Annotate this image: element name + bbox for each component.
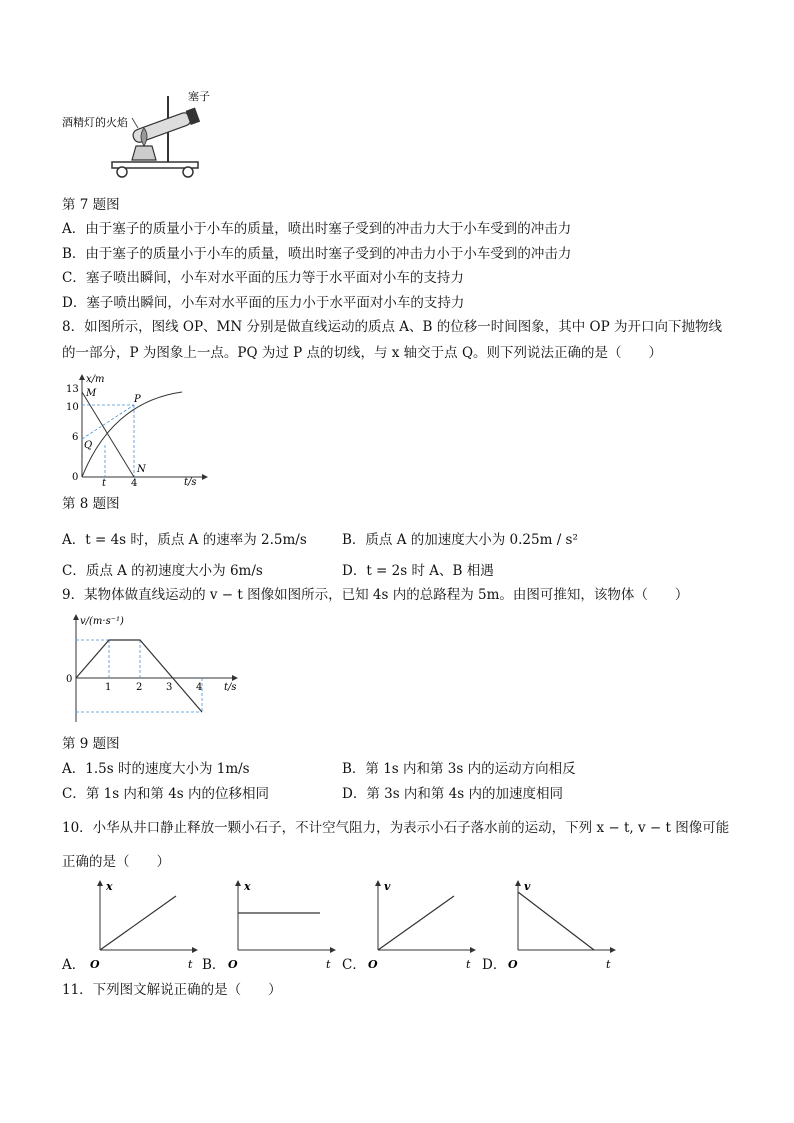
q10-stem-line2: 正确的是（ ） [62,854,170,870]
q10-graph-a [88,878,200,970]
q10c-x-label: t [466,958,471,970]
q10-graph-c [366,878,478,970]
q8-label-q: Q [84,440,93,451]
q9-option-b: B．第 1s 内和第 3s 内的运动方向相反 [342,761,576,777]
q9-options-row1 [62,759,576,779]
q8-ytick-6: 6 [72,432,79,443]
q10b-y-label: x [244,880,251,893]
q8-caption: 第 8 题图 [62,496,120,512]
q8-ytick-10: 10 [66,402,79,413]
q10d-x-label: t [606,958,611,970]
q9-option-d: D．第 3s 内和第 4s 内的加速度相同 [342,786,564,802]
q7-caption: 第 7 题图 [62,197,120,213]
q9-caption: 第 9 题图 [62,736,120,752]
q8-y-label: x/m [86,374,105,385]
q10-graph-b [226,878,338,970]
q8-option-b: B．质点 A 的加速度大小为 0.25m / s² [342,532,578,548]
q8-xtick-4: 4 [131,478,138,487]
q9-options-row2 [62,784,564,804]
q9-xtick-3: 3 [166,682,173,693]
q8-x-label: t/s [184,477,197,487]
q10-letter-b: B． [202,957,226,973]
q9-option-c: C．第 1s 内和第 4s 内的位移相同 [62,786,270,802]
q7-option-a: A．由于塞子的质量小于小车的质量，喷出时塞子受到的冲击力大于小车受到的冲击力 [62,221,572,237]
q10a-y-label: x [106,880,113,893]
q8-label-n: N [137,464,146,475]
q9-option-a: A．1.5s 时的速度大小为 1m/s [62,761,250,777]
q7-option-d: D．塞子喷出瞬间，小车对水平面的压力小于水平面对小车的支持力 [62,295,465,311]
q9-xtick-1: 1 [105,682,112,693]
q10a-origin: O [90,958,100,970]
q7-option-b: B．由于塞子的质量小于小车的质量，喷出时塞子受到的冲击力小于小车受到的冲击力 [62,246,572,262]
q10-graph-d [506,878,618,970]
q10-letter-c: C． [342,957,366,973]
q9-graph [62,612,242,727]
q10-letter-a: A． [62,957,86,973]
q8-ytick-13: 13 [66,384,79,395]
q9-x-label: t/s [224,682,237,693]
q7-option-c: C．塞子喷出瞬间，小车对水平面的压力等于水平面对小车的支持力 [62,270,464,286]
q11-stem: 11．下列图文解说正确的是（ ） [62,982,282,998]
q9-xtick-2: 2 [136,682,143,693]
q10-stem-line1: 10．小华从井口静止释放一颗小石子，不计空气阻力，为表示小石子落水前的运动，下列 x − t, v − t 图像可能 [62,820,730,836]
stopper-label: 塞子 [188,90,210,103]
q10-letter-d: D． [482,957,507,973]
q8-option-a: A．t = 4s 时，质点 A 的速率为 2.5m/s [62,532,307,548]
q10d-y-label: v [524,880,531,893]
q10c-y-label: v [384,880,391,893]
q10a-x-label: t [188,958,193,970]
q8-option-c: C．质点 A 的初速度大小为 6m/s [62,563,263,579]
q10d-origin: O [508,958,518,970]
q10c-origin: O [368,958,378,970]
q8-label-m: M [86,388,97,399]
q9-stem: 9．某物体做直线运动的 v − t 图像如图所示，已知 4s 内的总路程为 5m。由图可推知，该物体（ ） [62,587,689,603]
q7-figure [62,88,232,180]
q8-option-d: D．t = 2s 时 A、B 相遇 [342,563,494,579]
q9-origin: 0 [66,674,73,685]
q8-graph [62,372,212,487]
q8-options-row1 [62,530,578,550]
q9-y-label: v/(m·s⁻¹) [80,616,124,627]
q8-stem-line1: 8．如图所示，图线 OP、MN 分别是做直线运动的质点 A、B 的位移一时间图象，其中 OP 为开口向下抛物线 [62,319,722,335]
q8-stem-line2: 的一部分，P 为图象上一点。PQ 为过 P 点的切线，与 x 轴交于点 Q。则下列说法正确的是（ ） [62,345,663,361]
q9-xtick-4: 4 [196,682,203,693]
q10b-x-label: t [326,958,331,970]
flame-label: 酒精灯的火焰 [62,116,128,129]
q8-options-row2 [62,561,494,581]
q8-xtick-t: t [102,478,107,487]
q8-label-p: P [134,394,141,405]
q10b-origin: O [228,958,238,970]
q8-ytick-0: 0 [72,472,79,483]
